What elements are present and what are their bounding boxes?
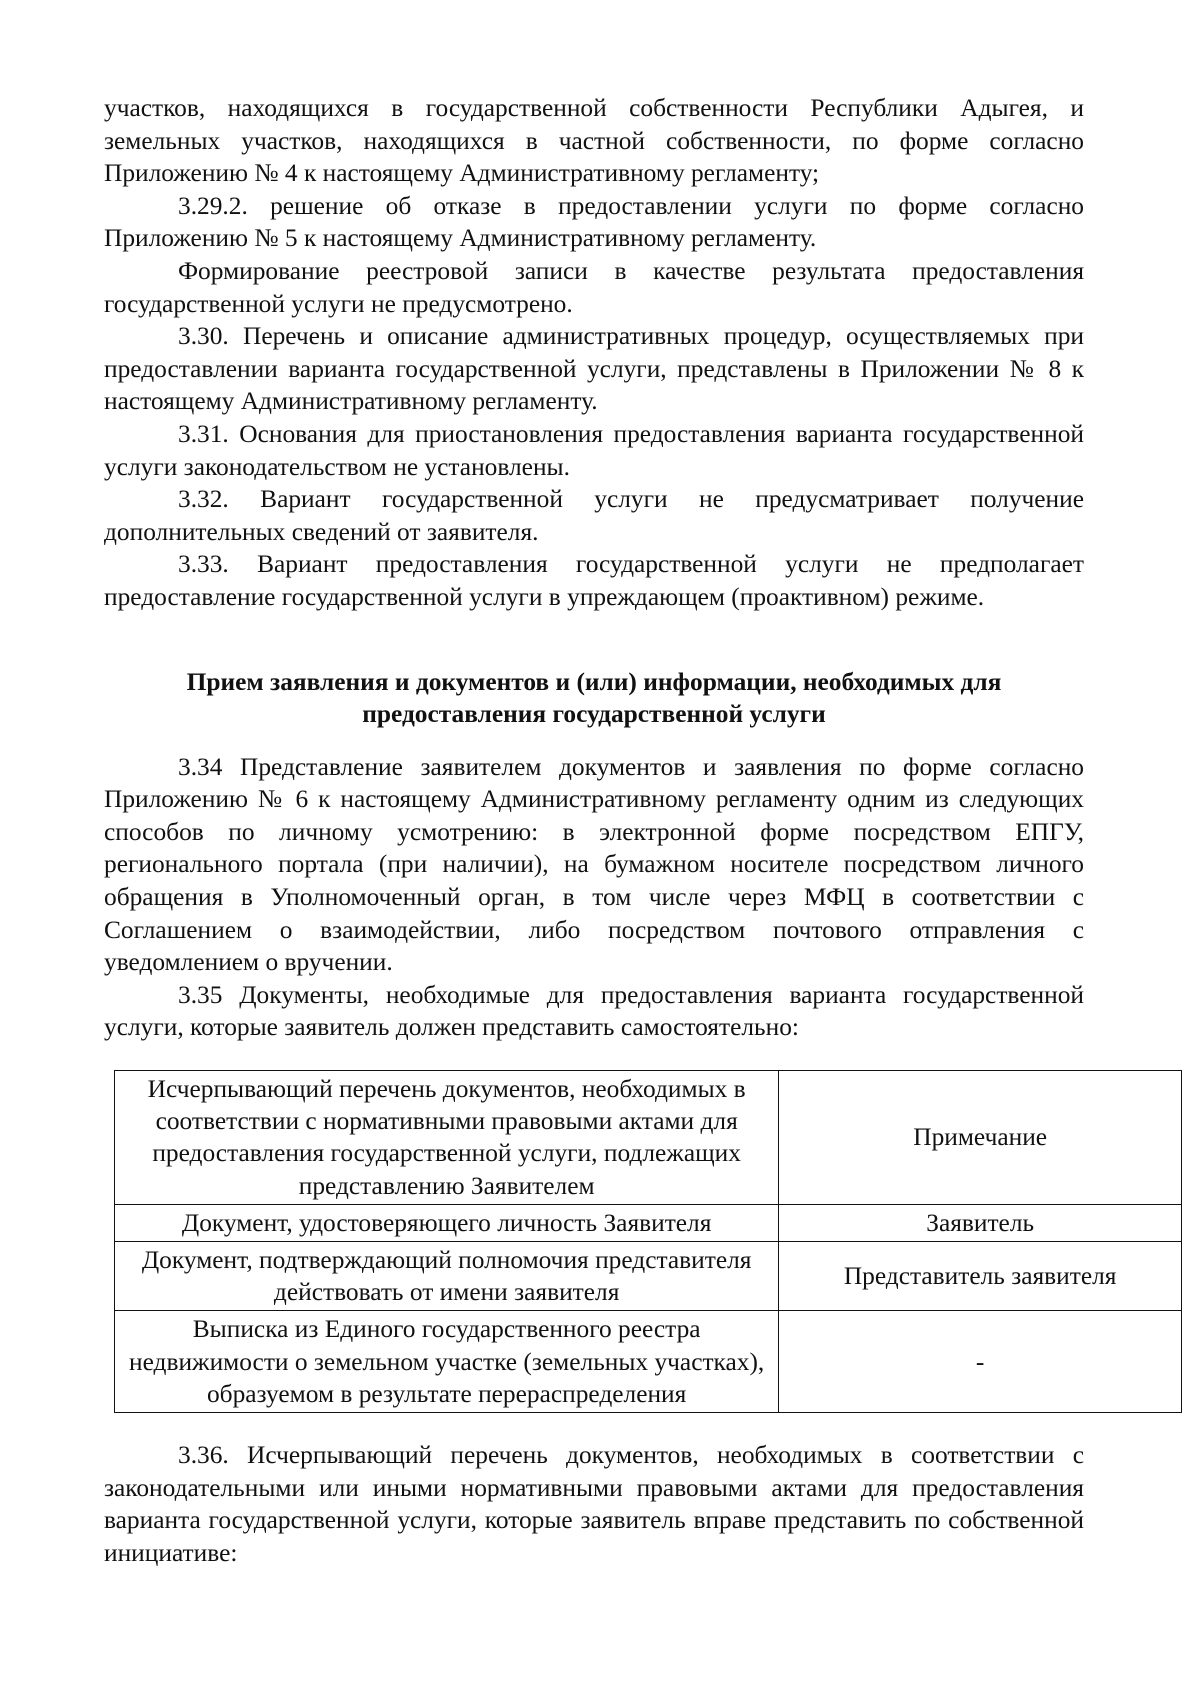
table-cell-note: Представитель заявителя [779, 1242, 1182, 1311]
spacer [104, 1413, 1084, 1439]
table-header-note: Примечание [779, 1071, 1182, 1205]
paragraph-bottom-0: 3.36. Исчерпывающий перечень документов, необходимых в соответствии с законодательными или иными нормативными правовыми актами для предоставления варианта государственной услуги, которые заявитель вправе представить по собственной инициативе: [104, 1441, 1084, 1567]
spacer [104, 731, 1084, 751]
table-cell-document: Выписка из Единого государственного реестра недвижимости о земельном участке (земельных участках), образуемом в результате перераспределения [115, 1311, 779, 1413]
paragraph-middle-1: 3.35 Документы, необходимые для предоставления варианта государственной услуги, которые заявитель должен представить самостоятельно: [104, 980, 1084, 1042]
paragraph-top-3: 3.30. Перечень и описание административных процедур, осуществляемых при предоставлении варианта государственной услуги, представлены в Приложении № 8 к настоящему Административному регламенту. [104, 322, 1084, 416]
spacer [104, 614, 1084, 666]
paragraph-top-4: 3.31. Основания для приостановления предоставления варианта государственной услуги законодательством не установлены. [104, 419, 1084, 481]
documents-table [114, 1070, 1182, 1413]
section-heading-line-2: предоставления государственной услуги [362, 700, 826, 729]
table-header-documents: Исчерпывающий перечень документов, необходимых в соответствии с нормативными правовыми актами для предоставления государственной услуги, подлежащих представлению Заявителем [115, 1071, 779, 1205]
table-row [115, 1204, 1182, 1241]
paragraph-top-0: участков, находящихся в государственной собственности Республики Адыгея, и земельных участков, находящихся в частной собственности, по форме согласно Приложению № 4 к настоящему Административному регламенту; [104, 94, 1084, 188]
table-row [115, 1242, 1182, 1311]
spacer [104, 1044, 1084, 1070]
paragraph-top-6: 3.33. Вариант предоставления государственной услуги не предполагает предоставление государственной услуги в упреждающем (проактивном) режиме. [104, 550, 1084, 611]
table-header-row [115, 1071, 1182, 1205]
table-cell-document: Документ, удостоверяющего личность Заявителя [115, 1204, 779, 1241]
paragraph-middle-0: 3.34 Представление заявителем документов и заявления по форме согласно Приложению № 6 к настоящему Административному регламенту одним из следующих способов по личному усмотрению: в электронной форме посредством ЕПГУ, регионального портала (при наличии), на бумажном носителе посредством личного обращения в Уполномоченный орган, в том числе через МФЦ в соответствии с Соглашением о взаимодействии, либо посредством почтового отправления с уведомлением о вручении. [104, 752, 1084, 977]
table-row [115, 1311, 1182, 1413]
table-cell-note: Заявитель [779, 1204, 1182, 1241]
table-cell-document: Документ, подтверждающий полномочия представителя действовать от имени заявителя [115, 1242, 779, 1311]
paragraph-top-1: 3.29.2. решение об отказе в предоставлении услуги по форме согласно Приложению № 5 к настоящему Административному регламенту. [104, 191, 1084, 253]
table-cell-note: - [779, 1311, 1182, 1413]
paragraph-top-2: Формирование реестровой записи в качестве результата предоставления государственной услуги не предусмотрено. [104, 256, 1084, 318]
paragraph-top-5: 3.32. Вариант государственной услуги не предусматривает получение дополнительных сведений от заявителя. [104, 485, 1084, 546]
section-heading-line-1: Прием заявления и документов и (или) информации, необходимых для [186, 667, 1002, 696]
section-heading [104, 666, 1084, 731]
